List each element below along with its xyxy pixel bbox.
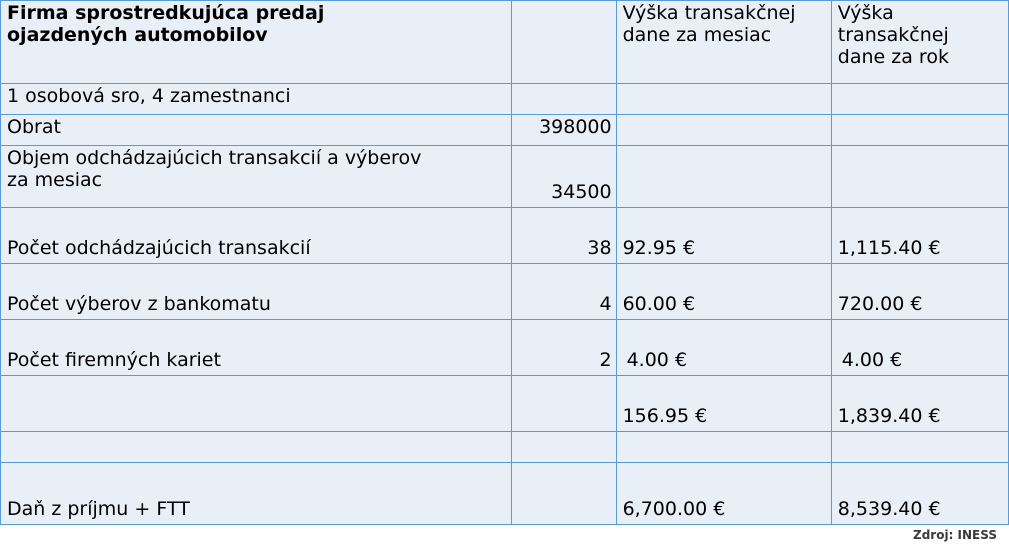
header-monthly-tax-line1: Výška transakčnej (622, 2, 796, 24)
header-company-title-line1: Firma sprostredkujúca predaj (7, 2, 325, 24)
row-turnover-label: Obrat (1, 115, 512, 146)
row-income-tax-ftt-year: 8,539.40 € (831, 463, 1008, 525)
table-row (1, 208, 1009, 264)
table-row (1, 264, 1009, 320)
row-employees-label: 1 osobová sro, 4 zamestnanci (1, 84, 512, 115)
row-atm-withdrawals-label: Počet výberov z bankomatu (1, 264, 512, 320)
row-spacer-value (511, 432, 616, 463)
row-volume-year (831, 146, 1008, 208)
row-transactions-label: Počet odchádzajúcich transakcií (1, 208, 512, 264)
row-turnover-year (831, 115, 1008, 146)
row-volume-label (1, 146, 512, 208)
table-row (1, 463, 1009, 525)
row-company-cards-month: 4.00 € (616, 320, 831, 376)
header-company-title (1, 1, 512, 84)
row-subtotal-value (511, 376, 616, 432)
header-monthly-tax (616, 1, 831, 84)
row-spacer-year (831, 432, 1008, 463)
header-yearly-tax-line3: dane za rok (837, 45, 949, 68)
row-volume-value: 34500 (511, 146, 616, 208)
row-subtotal-label (1, 376, 512, 432)
row-volume-label-line2: za mesiac (7, 168, 103, 191)
row-atm-withdrawals-year: 720.00 € (831, 264, 1008, 320)
row-atm-withdrawals-month: 60.00 € (616, 264, 831, 320)
row-transactions-year: 1,115.40 € (831, 208, 1008, 264)
row-company-cards-year: 4.00 € (831, 320, 1008, 376)
row-income-tax-ftt-value (511, 463, 616, 525)
row-employees-year (831, 84, 1008, 115)
header-yearly-tax (831, 1, 1008, 84)
row-subtotal-month: 156.95 € (616, 376, 831, 432)
source-note: Zdroj: INESS (913, 528, 997, 542)
table-row (1, 84, 1009, 115)
table-row (1, 432, 1009, 463)
row-income-tax-ftt-label: Daň z príjmu + FTT (1, 463, 512, 525)
header-yearly-tax-line2: transakčnej (837, 23, 949, 46)
row-volume-month (616, 146, 831, 208)
row-income-tax-ftt-month: 6,700.00 € (616, 463, 831, 525)
table-row (1, 146, 1009, 208)
row-spacer-month (616, 432, 831, 463)
header-company-title-line2: ojazdených automobilov (7, 23, 268, 46)
row-transactions-month: 92.95 € (616, 208, 831, 264)
row-company-cards-value: 2 (511, 320, 616, 376)
row-subtotal-year: 1,839.40 € (831, 376, 1008, 432)
table-header-row (1, 1, 1009, 84)
table-row (1, 115, 1009, 146)
row-spacer-label (1, 432, 512, 463)
row-employees-value (511, 84, 616, 115)
header-yearly-tax-line1: Výška (837, 2, 894, 24)
row-atm-withdrawals-value: 4 (511, 264, 616, 320)
header-monthly-tax-line2: dane za mesiac (622, 23, 772, 46)
row-transactions-value: 38 (511, 208, 616, 264)
row-employees-month (616, 84, 831, 115)
table-row (1, 376, 1009, 432)
row-turnover-month (616, 115, 831, 146)
row-company-cards-label: Počet firemných kariet (1, 320, 512, 376)
header-blank (511, 1, 616, 84)
row-turnover-value: 398000 (511, 115, 616, 146)
row-volume-label-line1: Objem odchádzajúcich transakcií a výberov (7, 147, 422, 169)
table-row (1, 320, 1009, 376)
